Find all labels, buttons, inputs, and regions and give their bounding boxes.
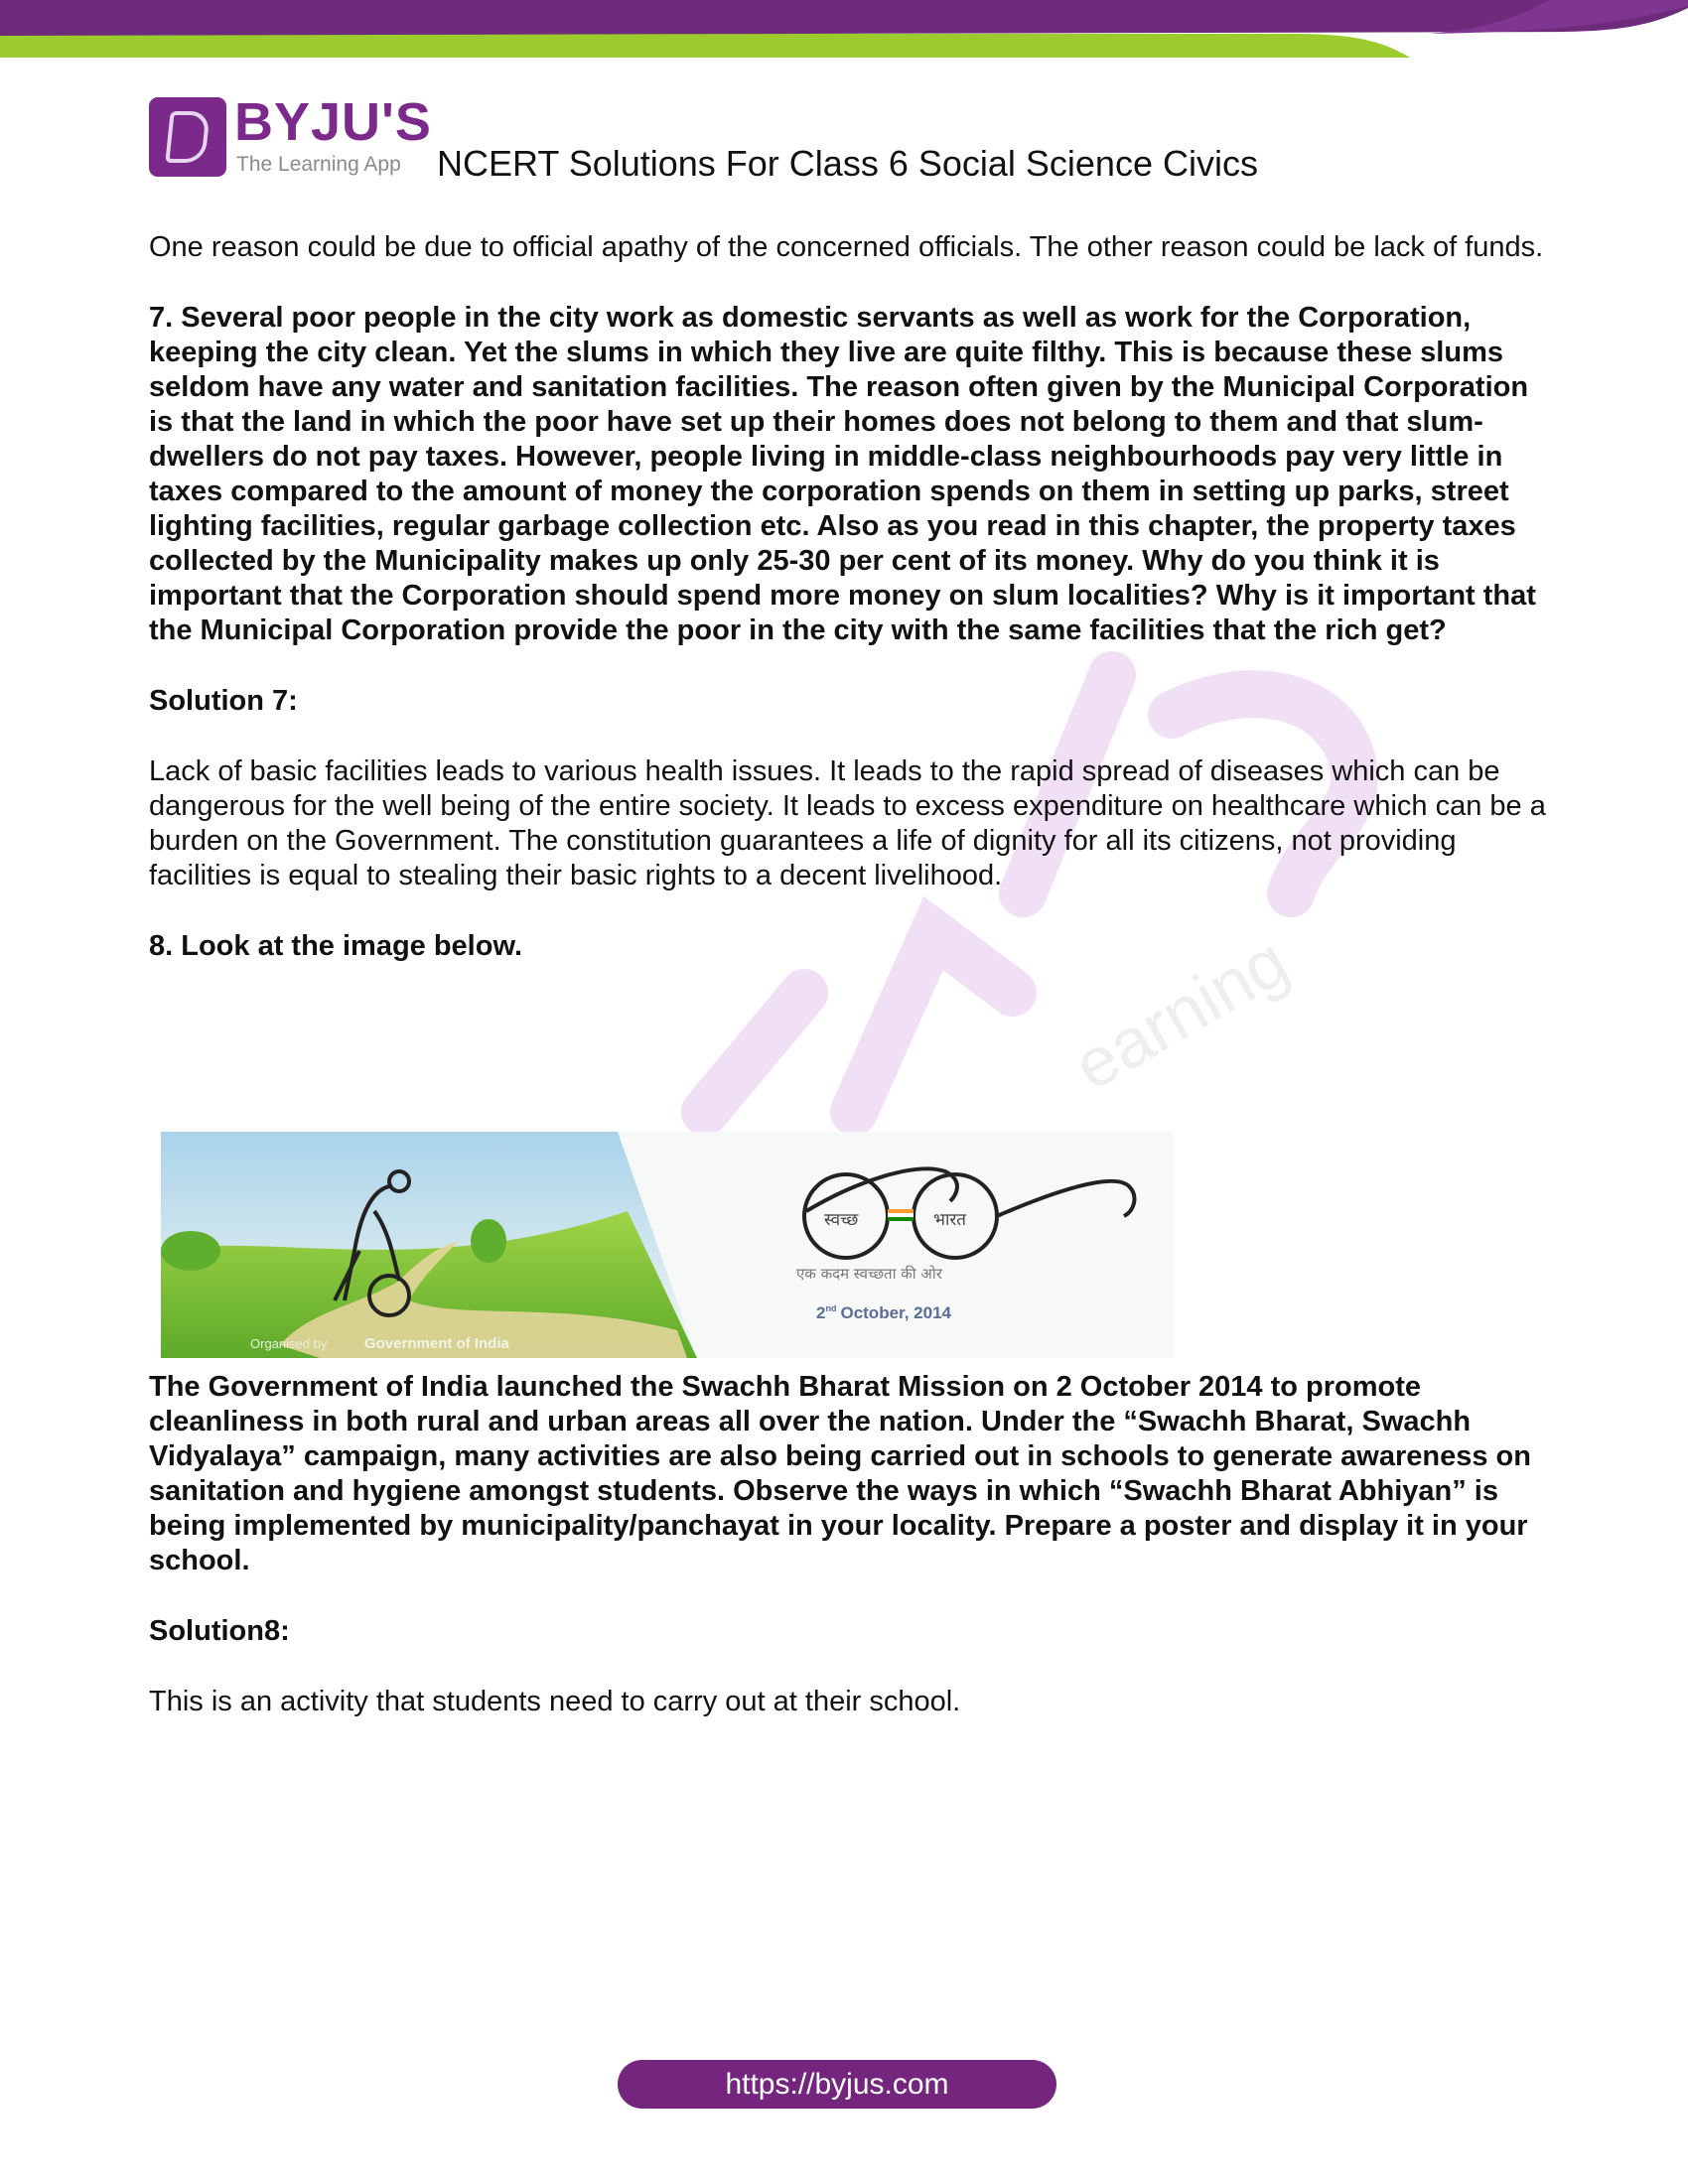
document-body-continued	[149, 1370, 1559, 1719]
logo-tagline: The Learning App	[236, 153, 401, 176]
banner-date: 2nd October, 2014	[816, 1303, 951, 1322]
banner-illustration	[161, 1132, 1174, 1358]
svg-text:earning: earning	[1060, 921, 1301, 1105]
glasses-right-lens-text: भारत	[933, 1210, 966, 1230]
swachh-bharat-banner-image	[161, 1132, 1174, 1358]
document-body	[149, 230, 1559, 964]
question-8-heading: 8. Look at the image below.	[149, 930, 522, 962]
hindi-tagline: एक कदम स्वच्छता की ओर	[796, 1265, 942, 1283]
banner-left-caption: Government of India	[364, 1335, 509, 1352]
glasses-left-lens-text: स्वच्छ	[824, 1210, 859, 1230]
byjus-b-logo-icon	[149, 97, 226, 177]
solution-7-text: Lack of basic facilities leads to various health issues. It leads to the rapid spread of diseases which can be dangerous for the well being of the entire society. It leads to excess expenditure on healthcare which can be a burden on the Government. The constitution guarantees a life of dignity for all its citizens, not providing facilities is equal to stealing their basic rights to a decent livelihood.	[149, 755, 1546, 891]
question-7: 7. Several poor people in the city work as domestic servants as well as work for the Corporation, keeping the city clean. Yet the slums in which they live are quite filthy. This is because these slums seldom have any water and sanitation facilities. The reason often given by the Municipal Corporation is that the land in which the poor have set up their homes does not belong to them and that slum-dwellers do not pay taxes. However, people living in middle-class neighbourhoods pay very little in taxes compared to the amount of money the corporation spends on them in setting up parks, street lighting facilities, regular garbage collection etc. Also as you read in this chapter, the property taxes collected by the Municipality makes up only 25-30 per cent of its money. Why do you think it is important that the Corporation should spend more money on slum localities? Why is it important that the Municipal Corporation provide the poor in the city with the same facilities that the rich get?	[149, 302, 1536, 646]
solution-7-heading: Solution 7:	[149, 685, 298, 717]
document-title: NCERT Solutions For Class 6 Social Science Civics	[437, 143, 1258, 184]
solution-8-heading: Solution8:	[149, 1615, 290, 1647]
solution-8-text: This is an activity that students need to carry out at their school.	[149, 1686, 961, 1717]
logo-wordmark: BYJU'S	[234, 92, 432, 152]
footer-url-link[interactable]: https://byjus.com	[618, 2060, 1056, 2109]
banner-left-caption-prefix: Organised by	[250, 1336, 328, 1351]
question-8-text: The Government of India launched the Swachh Bharat Mission on 2 October 2014 to promote cleanliness in both rural and urban areas all over the nation. Under the “Swachh Bharat, Swachh Vidyalaya” campaign, many activities are also being carried out in schools to generate awareness on sanitation and hygiene amongst students. Observe the ways in which “Swachh Bharat Abhiyan” is being implemented by municipality/panchayat in your locality. Prepare a poster and display it in your school.	[149, 1371, 1531, 1576]
header-decorative-band	[0, 0, 1688, 60]
previous-answer-text: One reason could be due to official apathy of the concerned officials. The other reason could be lack of funds.	[149, 231, 1544, 263]
